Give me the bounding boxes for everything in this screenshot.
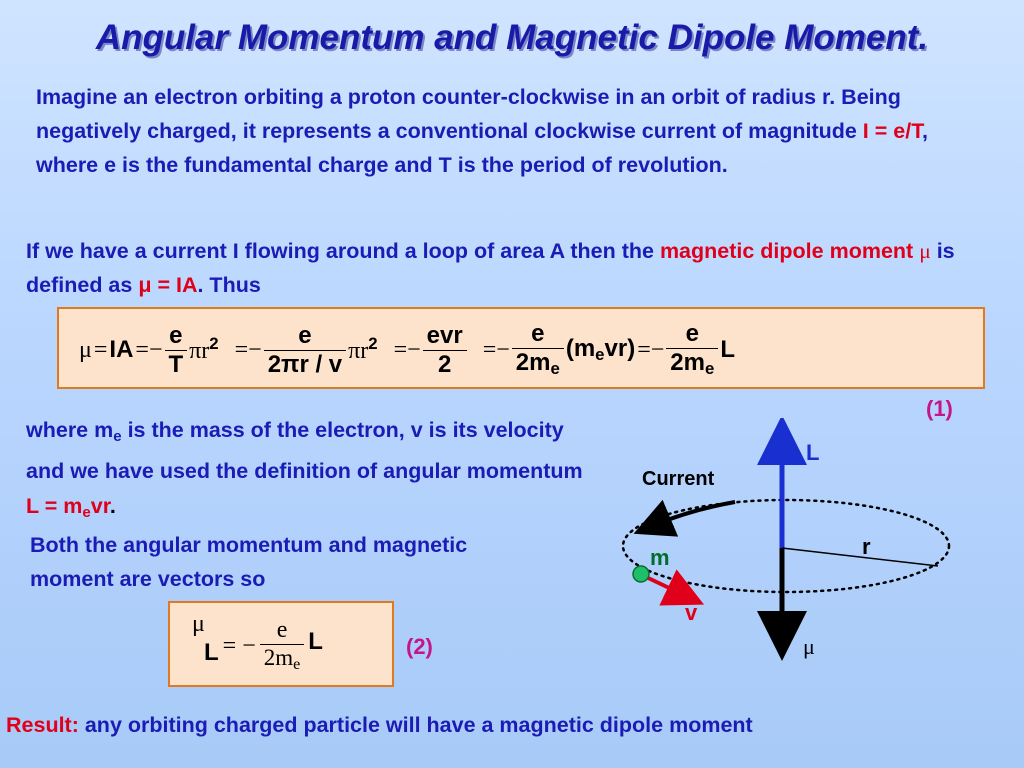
dipole-text-2: is defined as <box>26 239 955 297</box>
result-label: Result: <box>6 713 79 737</box>
eq1-pir-1: πr <box>189 338 210 365</box>
eq1-sq-1: 2 <box>209 334 219 354</box>
eq1-frac-evr-2 <box>423 322 467 379</box>
L-label: L <box>806 440 820 465</box>
eq1-frac1-num: e <box>165 322 188 351</box>
eq1-frac4-sub: e <box>550 359 560 379</box>
current-equation: I = e/T <box>862 119 922 143</box>
eq2-frac <box>260 617 305 674</box>
velocity-arrow <box>644 576 686 596</box>
eq1-mu: μ <box>79 336 92 363</box>
dipole-term: magnetic dipole moment <box>659 239 914 263</box>
eq1-L: L <box>720 336 735 363</box>
eq1-frac-e-2me <box>512 320 564 379</box>
dipole-definition <box>26 234 1016 302</box>
dipole-definition-eq: μ = IA <box>138 273 198 297</box>
equation-1 <box>79 315 735 385</box>
eq1-frac4-2m: 2m <box>515 349 551 377</box>
eq1-sq-2: 2 <box>368 334 378 354</box>
eq1-minus-5: =− <box>637 336 665 363</box>
result-line <box>6 708 1021 742</box>
eq1-frac-e-2me-2 <box>666 320 718 379</box>
eq1-minus-4: =− <box>482 336 510 363</box>
intro-text-1: Imagine an electron orbiting a proton counter-clockwise in an orbit of radius r. Being negatively charged, it represents a conventional clockwise current of magnitude <box>36 85 901 143</box>
dipole-text-3: . Thus <box>197 273 261 297</box>
eq1-frac-e-T <box>165 322 188 379</box>
where-sub-e: e <box>113 427 122 445</box>
intro-paragraph <box>36 80 996 182</box>
L-def-sub: e <box>82 503 91 521</box>
eq1-equals: = <box>93 336 108 363</box>
eq1-frac2-num: e <box>264 322 346 351</box>
eq2-equals: = − <box>222 632 256 659</box>
eq2-L-left: L <box>204 639 219 666</box>
eq1-frac-e-2pirv <box>264 322 346 379</box>
eq2-frac-num: e <box>260 617 305 645</box>
eq1-mevr-open: (m <box>565 334 596 362</box>
equation-2-number: (2) <box>406 634 433 659</box>
eq1-frac5-2m: 2m <box>670 349 705 377</box>
vectors-paragraph: Both the angular momentum and magnetic moment are vectors so <box>30 533 468 591</box>
mu-label: μ <box>803 634 815 659</box>
orbit-path <box>623 500 949 592</box>
v-label: v <box>685 600 698 625</box>
dipole-text-1: If we have a current I flowing around a loop of area A then the <box>26 239 660 263</box>
eq1-frac3-den: 2 <box>438 350 452 378</box>
eq1-frac5-sub: e <box>704 359 715 379</box>
eq2-frac-den: 2m <box>263 645 294 671</box>
eq1-minus-2: =− <box>234 336 262 363</box>
mu-symbol: μ <box>919 239 931 263</box>
eq1-mevr-close: vr) <box>604 334 636 362</box>
eq2-mu: μ <box>192 611 205 637</box>
where-text-1: where m <box>26 418 114 442</box>
eq1-frac3-num: evr <box>423 322 467 351</box>
equation-1-box <box>57 307 985 389</box>
eq1-minus-1: =− <box>135 336 163 363</box>
where-text-2: is the mass of the electron, v is its velocity and we have used the definition of angular momentum <box>26 418 583 483</box>
eq1-mevr-sub: e <box>595 345 605 365</box>
eq1-frac2-2pi: 2π <box>267 350 300 378</box>
current-label: Current <box>642 468 715 490</box>
eq1-pir-2: πr <box>348 338 369 365</box>
L-def-1: L = m <box>26 493 83 518</box>
eq1-IA: IA <box>109 336 134 363</box>
eq1-frac2-rv: r / v <box>299 350 343 378</box>
result-text: any orbiting charged particle will have a magnetic dipole moment <box>78 713 753 737</box>
radius-line <box>782 548 938 566</box>
eq1-frac4-num: e <box>512 320 564 349</box>
electron-particle <box>633 566 649 582</box>
eq1-frac1-den: T <box>168 350 184 378</box>
eq1-frac5-num: e <box>666 320 718 349</box>
eq2-L-right: L <box>308 628 323 655</box>
page-title: Angular Momentum and Magnetic Dipole Moment. <box>95 18 929 57</box>
eq1-minus-3: =− <box>393 336 421 363</box>
m-label: m <box>650 545 670 570</box>
equation-2 <box>192 609 323 683</box>
equation-2-box <box>168 601 394 687</box>
eq2-frac-sub: e <box>293 656 301 674</box>
L-def-2: vr <box>90 493 110 518</box>
where-period: . <box>109 493 116 518</box>
equation-1-number: (1) <box>926 396 953 421</box>
where-paragraph <box>26 413 601 530</box>
intro-text-2: , where e is the fundamental charge and T is the period of revolution. <box>36 119 928 177</box>
r-label: r <box>862 534 871 559</box>
current-arrow <box>652 502 735 526</box>
